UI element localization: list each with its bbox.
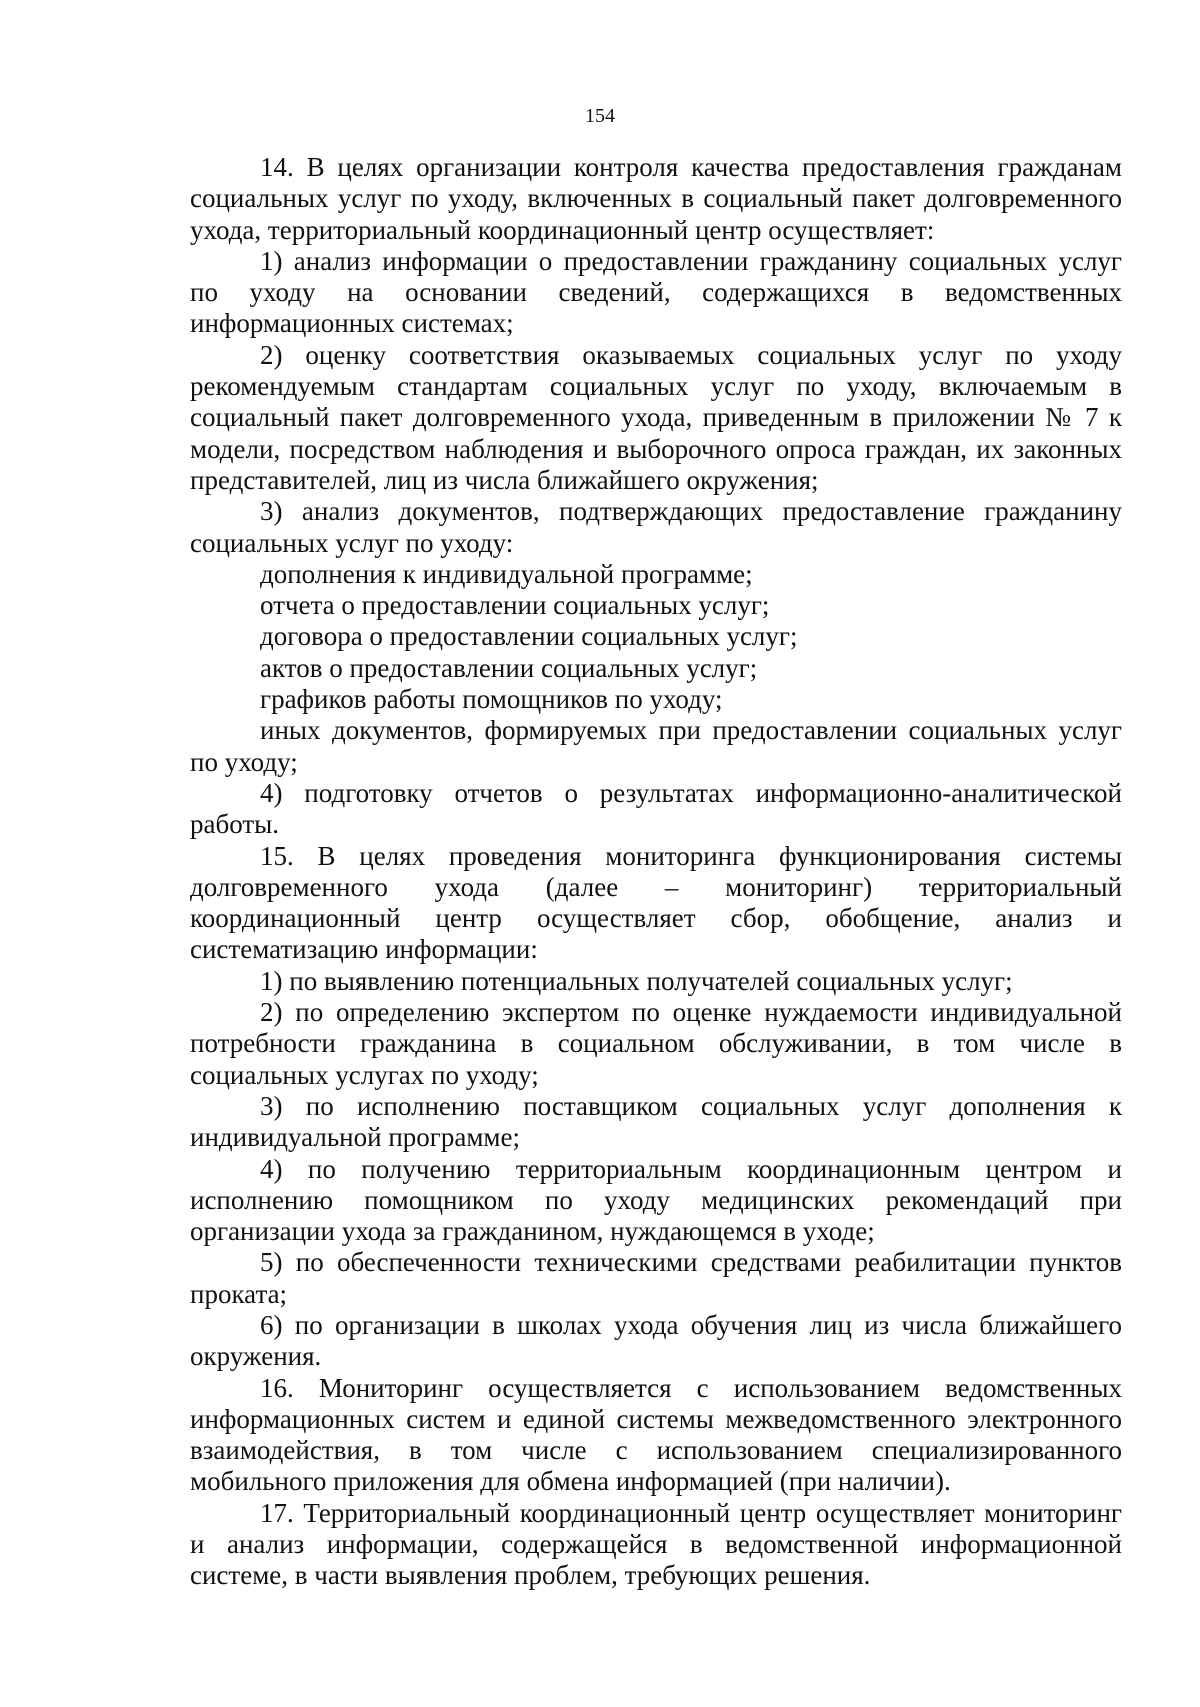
sub-item-contract: договора о предоставлении социальных услуг; [260, 621, 798, 652]
list-item-15-3: 3) по исполнению поставщиком социальных услуг дополнения к индивидуальной программе; [190, 1090, 1122, 1153]
list-item-15-1: 1) по выявлению потенциальных получателей социальных услуг; [260, 965, 1013, 996]
sub-item-acts: актов о предоставлении социальных услуг; [260, 652, 758, 683]
list-item-14-2: 2) оценку соответствия оказываемых социальных услуг по уходу рекомендуемым стандартам социальных услуг по уходу, включаемым в социальный пакет долговременного ухода, приведенным в приложении № 7 к модели, посредством наблюдения и выборочного опроса граждан, их законных представителей, лиц из числа ближайшего окружения; [190, 339, 1122, 495]
list-item-15-6: 6) по организации в школах ухода обучения лиц из числа ближайшего окружения. [190, 1309, 1122, 1372]
list-item-15-2: 2) по определению экспертом по оценке нуждаемости индивидуальной потребности гражданина в социальном обслуживании, в том числе в социальных услугах по уходу; [190, 997, 1122, 1090]
page-number: 154 [585, 105, 615, 127]
paragraph-17: 17. Территориальный координационный центр осуществляет мониторинг и анализ информации, содержащейся в ведомственной информационной системе, в части выявления проблем, требующих решения. [190, 1497, 1122, 1591]
sub-item-schedules: графиков работы помощников по уходу; [260, 684, 723, 715]
document-body [190, 152, 1122, 1592]
sub-item-other-documents: иных документов, формируемых при предоставлении социальных услуг по уходу; [190, 715, 1122, 777]
list-item-14-3: 3) анализ документов, подтверждающих предоставление гражданину социальных услуг по уходу: [190, 496, 1122, 558]
list-item-15-4: 4) по получению территориальным координационным центром и исполнению помощником по уходу медицинских рекомендаций при организации ухода за гражданином, нуждающемся в уходе; [190, 1153, 1122, 1247]
paragraph-15: 15. В целях проведения мониторинга функционирования системы долговременного ухода (далее – мониторинг) территориальный координационный центр осуществляет сбор, обобщение, анализ и систематизацию информации: [190, 840, 1122, 965]
sub-item-report: отчета о предоставлении социальных услуг; [260, 590, 770, 621]
sub-item-supplement: дополнения к индивидуальной программе; [260, 558, 753, 589]
list-item-14-1: 1) анализ информации о предоставлении гражданину социальных услуг по уходу на основании сведений, содержащихся в ведомственных информационных системах; [190, 245, 1122, 339]
list-item-14-4: 4) подготовку отчетов о результатах информационно-аналитической работы. [190, 777, 1122, 840]
paragraph-16: 16. Мониторинг осуществляется с использованием ведомственных информационных систем и единой системы межведомственного электронного взаимодействия, в том числе с использованием специализированного мобильного приложения для обмена информацией (при наличии). [190, 1372, 1122, 1497]
list-item-15-5: 5) по обеспеченности техническими средствами реабилитации пунктов проката; [190, 1247, 1122, 1309]
paragraph-14: 14. В целях организации контроля качества предоставления гражданам социальных услуг по уходу, включенных в социальный пакет долговременного ухода, территориальный координационный центр осуществляет: [190, 152, 1122, 245]
